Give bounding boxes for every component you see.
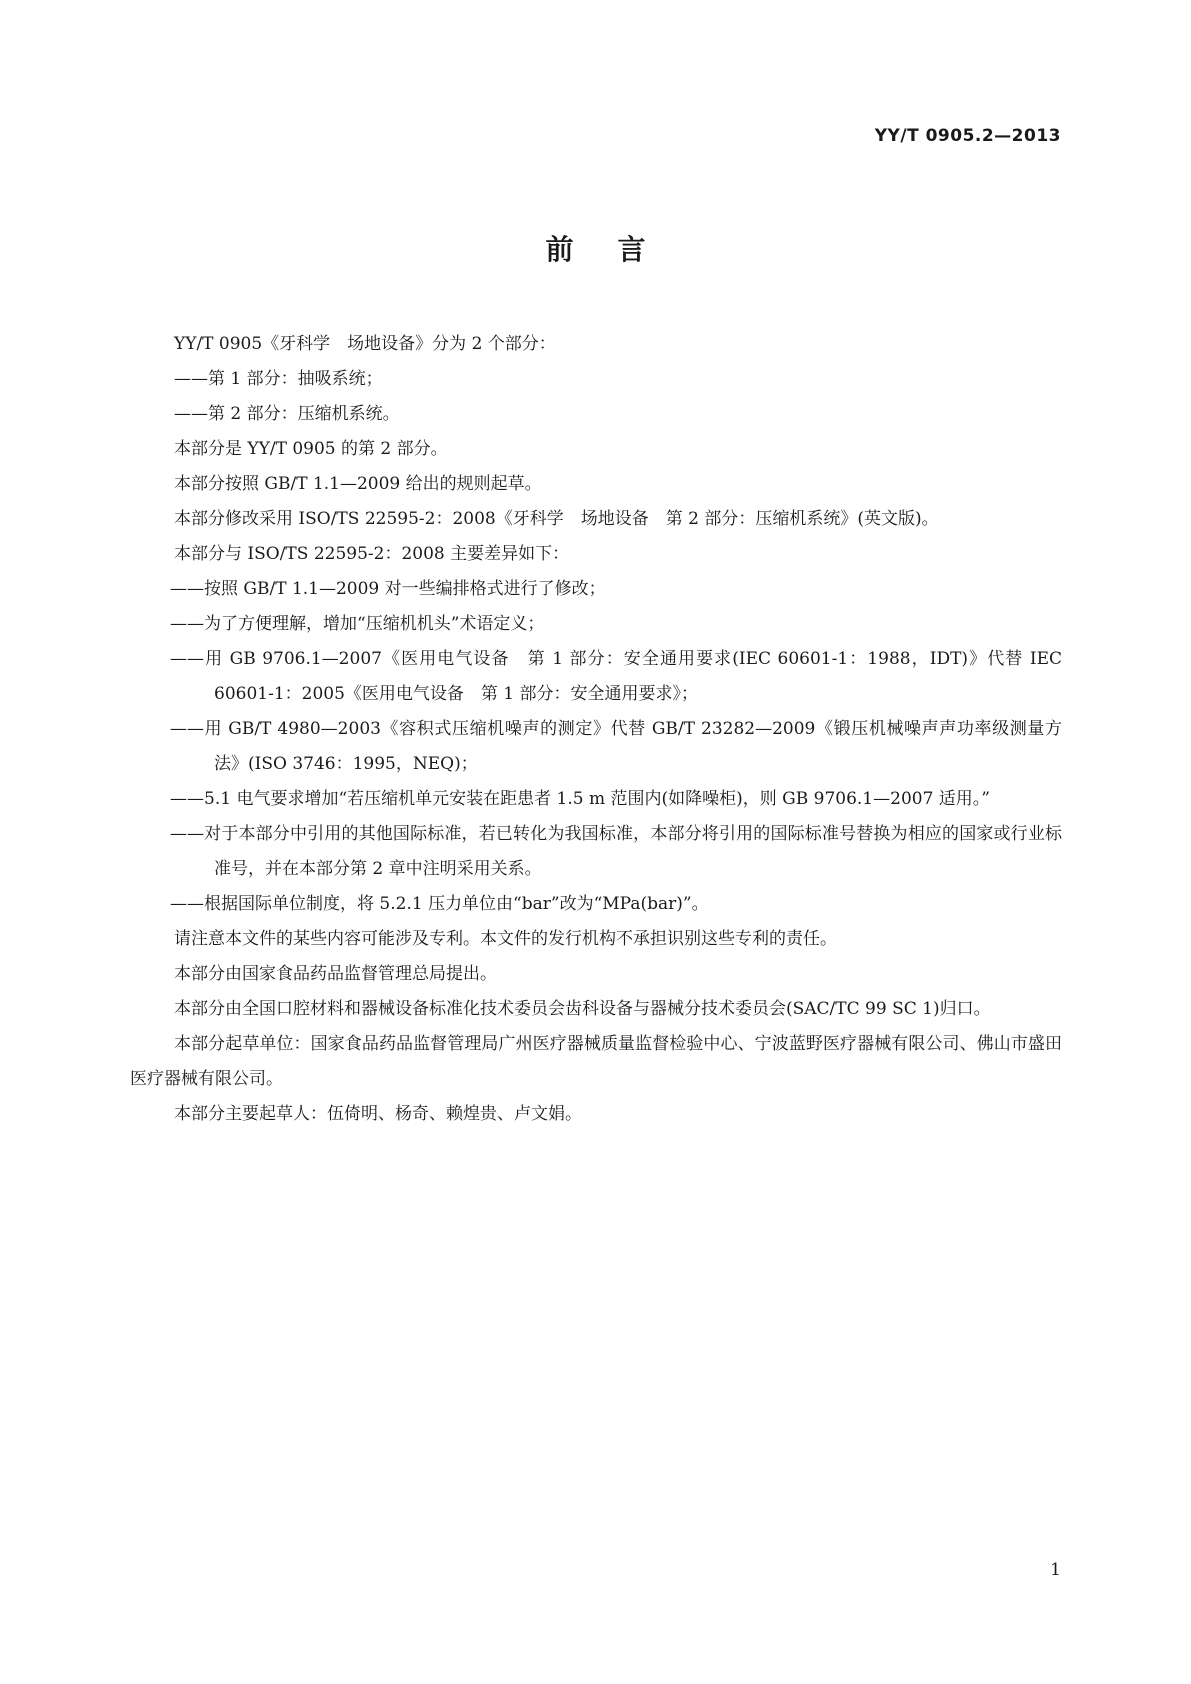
paragraph-drafting-units: 本部分起草单位：国家食品药品监督管理局广州医疗器械质量监督检验中心、宁波蓝野医疗器械有限公司、佛山市盛田医疗器械有限公司。 [130,1034,1062,1089]
list-item-diff-4: ——用 GB/T 4980—2003《容积式压缩机噪声的测定》代替 GB/T 23282—2009《锻压机械噪声声功率级测量方法》(ISO 3746：1995，NEQ)； [170,719,1062,774]
paragraph-patent-notice: 请注意本文件的某些内容可能涉及专利。本文件的发行机构不承担识别这些专利的责任。 [174,929,837,949]
list-item-diff-3: ——用 GB 9706.1—2007《医用电气设备 第 1 部分：安全通用要求(IEC 60601-1：1988，IDT)》代替 IEC 60601-1：2005《医用电气设备 第 1 部分：安全通用要求》； [170,649,1062,704]
list-item-diff-1: ——按照 GB/T 1.1—2009 对一些编排格式进行了修改； [170,579,606,599]
foreword-body [130,327,1062,1132]
list-item-diff-2: ——为了方便理解，增加“压缩机机头”术语定义； [170,614,545,634]
paragraph-adoption: 本部分修改采用 ISO/TS 22595-2：2008《牙科学 场地设备 第 2 部分：压缩机系统》(英文版)。 [174,509,939,529]
paragraph-committee: 本部分由全国口腔材料和器械设备标准化技术委员会齿科设备与器械分技术委员会(SAC/TC 99 SC 1)归口。 [174,999,991,1019]
list-item-diff-6: ——对于本部分中引用的其他国际标准，若已转化为我国标准，本部分将引用的国际标准号替换为相应的国家或行业标准号，并在本部分第 2 章中注明采用关系。 [170,824,1062,879]
list-item-diff-5: ——5.1 电气要求增加“若压缩机单元安装在距患者 1.5 m 范围内(如降噪柜)，则 GB 9706.1—2007 适用。” [170,789,990,809]
list-item-part2: ——第 2 部分：压缩机系统。 [174,404,400,424]
paragraph-proposer: 本部分由国家食品药品监督管理总局提出。 [174,964,497,984]
paragraph-drafters: 本部分主要起草人：伍倚明、杨奇、赖煌贵、卢文娟。 [174,1104,582,1124]
list-item-diff-7: ——根据国际单位制度，将 5.2.1 压力单位由“bar”改为“MPa(bar)”。 [170,894,709,914]
standard-number: YY/T 0905.2—2013 [874,126,1061,146]
paragraph-drafting-rules: 本部分按照 GB/T 1.1—2009 给出的规则起草。 [174,474,542,494]
paragraph-differences: 本部分与 ISO/TS 22595-2：2008 主要差异如下： [174,544,570,564]
paragraph-intro: YY/T 0905《牙科学 场地设备》分为 2 个部分： [174,334,556,354]
page-title: 前言 [545,233,690,266]
page-number: 1 [1050,1560,1061,1580]
list-item-part1: ——第 1 部分：抽吸系统； [174,369,383,389]
paragraph-part-statement: 本部分是 YY/T 0905 的第 2 部分。 [174,439,448,459]
